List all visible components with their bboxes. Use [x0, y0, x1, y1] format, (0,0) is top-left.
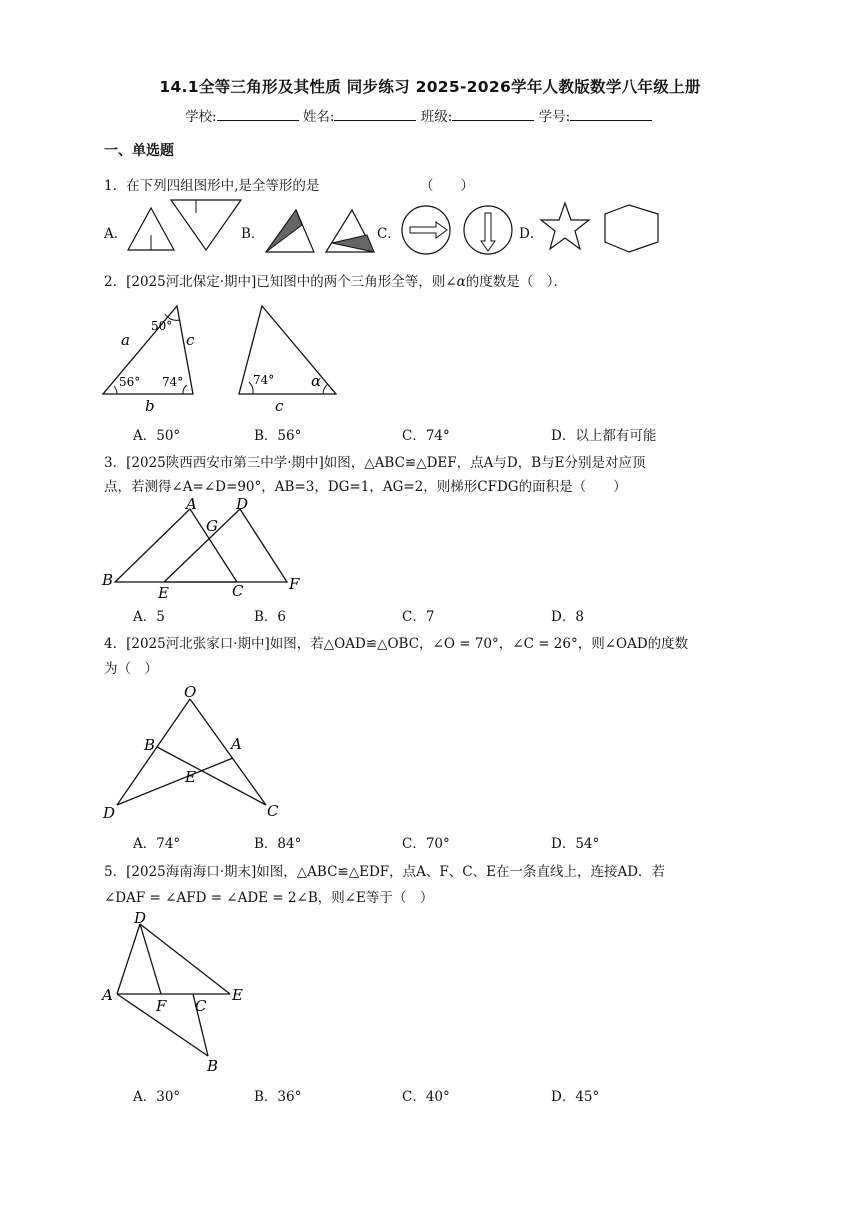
q1-option-b-label: B．	[241, 226, 265, 242]
svg-text:B: B	[144, 736, 156, 754]
q4-option-d: D．54°	[551, 836, 600, 852]
q1-option-d-label: D．	[519, 226, 544, 242]
school-blank	[217, 107, 299, 121]
q1-option-b-figure	[264, 205, 379, 255]
q4-option-c: C．70°	[402, 836, 450, 852]
svg-text:50°: 50°	[151, 319, 173, 333]
question-5-line1: 5．[2025海南海口·期末]如图，△ABC≌△EDF，点A、F、C、E在一条直线上，连接AD．若	[104, 864, 666, 880]
svg-text:G: G	[206, 517, 218, 535]
svg-text:D: D	[103, 804, 116, 822]
svg-text:F: F	[289, 575, 300, 593]
q2-option-b: B．56°	[254, 428, 302, 444]
svg-text:O: O	[184, 683, 197, 701]
question-3-line2: 点，若测得∠A=∠D=90°，AB=3，DG=1，AG=2，则梯形CFDG的面积是（ ）	[104, 479, 627, 495]
svg-text:A: A	[231, 735, 242, 753]
question-1-stem: 1．在下列四组图形中,是全等形的是	[104, 178, 320, 194]
q3-option-c: C．7	[402, 609, 435, 625]
svg-text:A: A	[186, 495, 197, 513]
svg-text:C: C	[195, 997, 207, 1015]
svg-text:C: C	[267, 802, 279, 820]
q5-option-d: D．45°	[551, 1089, 600, 1105]
q3-option-a: A．5	[133, 609, 165, 625]
q3-figure	[100, 497, 310, 601]
svg-text:F: F	[156, 997, 167, 1015]
svg-text:c: c	[186, 331, 195, 349]
svg-text:E: E	[158, 584, 169, 602]
svg-text:E: E	[232, 986, 243, 1004]
svg-text:A: A	[102, 986, 113, 1004]
svg-text:C: C	[232, 582, 244, 600]
q1-option-a-label: A．	[104, 226, 128, 242]
q5-option-a: A．30°	[133, 1089, 181, 1105]
svg-text:B: B	[102, 571, 114, 589]
number-label: 学号:	[538, 109, 571, 125]
name-blank	[334, 107, 416, 121]
q2-option-a: A．50°	[133, 428, 181, 444]
q2-figure	[95, 298, 355, 416]
q1-option-c-label: C．	[377, 226, 401, 242]
name-label: 姓名:	[302, 109, 335, 125]
svg-text:74°: 74°	[162, 375, 184, 389]
svg-text:74°: 74°	[253, 373, 275, 387]
class-label: 班级:	[420, 109, 453, 125]
q5-option-b: B．36°	[254, 1089, 302, 1105]
q4-figure	[100, 683, 290, 823]
question-4-line1: 4．[2025河北张家口·期中]如图，若△OAD≌△OBC，∠O = 70°，∠C = 26°，则∠OAD的度数	[104, 636, 689, 652]
number-blank	[570, 107, 652, 121]
svg-text:α: α	[311, 372, 322, 390]
question-1-paren: （ ）	[420, 178, 474, 194]
student-info-line	[185, 105, 652, 125]
question-4-line2: 为（ ）	[104, 661, 158, 677]
svg-text:E: E	[185, 768, 196, 786]
question-5-line2: ∠DAF = ∠AFD = ∠ADE = 2∠B，则∠E等于（ ）	[104, 890, 434, 906]
svg-text:a: a	[121, 331, 130, 349]
question-2-stem: 2．[2025河北保定·期中]已知图中的两个三角形全等，则∠α的度数是（ ）．	[104, 274, 567, 290]
q5-option-c: C．40°	[402, 1089, 450, 1105]
svg-text:D: D	[236, 495, 249, 513]
q4-option-a: A．74°	[133, 836, 181, 852]
q5-figure	[100, 908, 260, 1076]
q2-option-c: C．74°	[402, 428, 450, 444]
q1-option-c-figure	[400, 205, 530, 257]
school-label: 学校:	[185, 109, 217, 125]
q4-option-b: B．84°	[254, 836, 302, 852]
section-heading: 一、单选题	[104, 143, 174, 159]
svg-text:56°: 56°	[119, 375, 141, 389]
q2-option-d: D．以上都有可能	[551, 428, 657, 444]
q1-option-d-figure	[540, 200, 665, 258]
question-3-line1: 3．[2025陕西西安市第三中学·期中]如图，△ABC≌△DEF，点A与D，B与E分别是对应顶	[104, 455, 646, 471]
svg-text:c: c	[275, 397, 284, 415]
class-blank	[452, 107, 534, 121]
q3-option-d: D．8	[551, 609, 584, 625]
svg-text:B: B	[207, 1057, 219, 1075]
page-title: 14.1全等三角形及其性质 同步练习 2025-2026学年人教版数学八年级上册	[159, 78, 701, 96]
q1-option-a-figure	[126, 198, 241, 253]
svg-text:b: b	[145, 397, 155, 415]
svg-text:D: D	[134, 909, 147, 927]
q3-option-b: B．6	[254, 609, 287, 625]
